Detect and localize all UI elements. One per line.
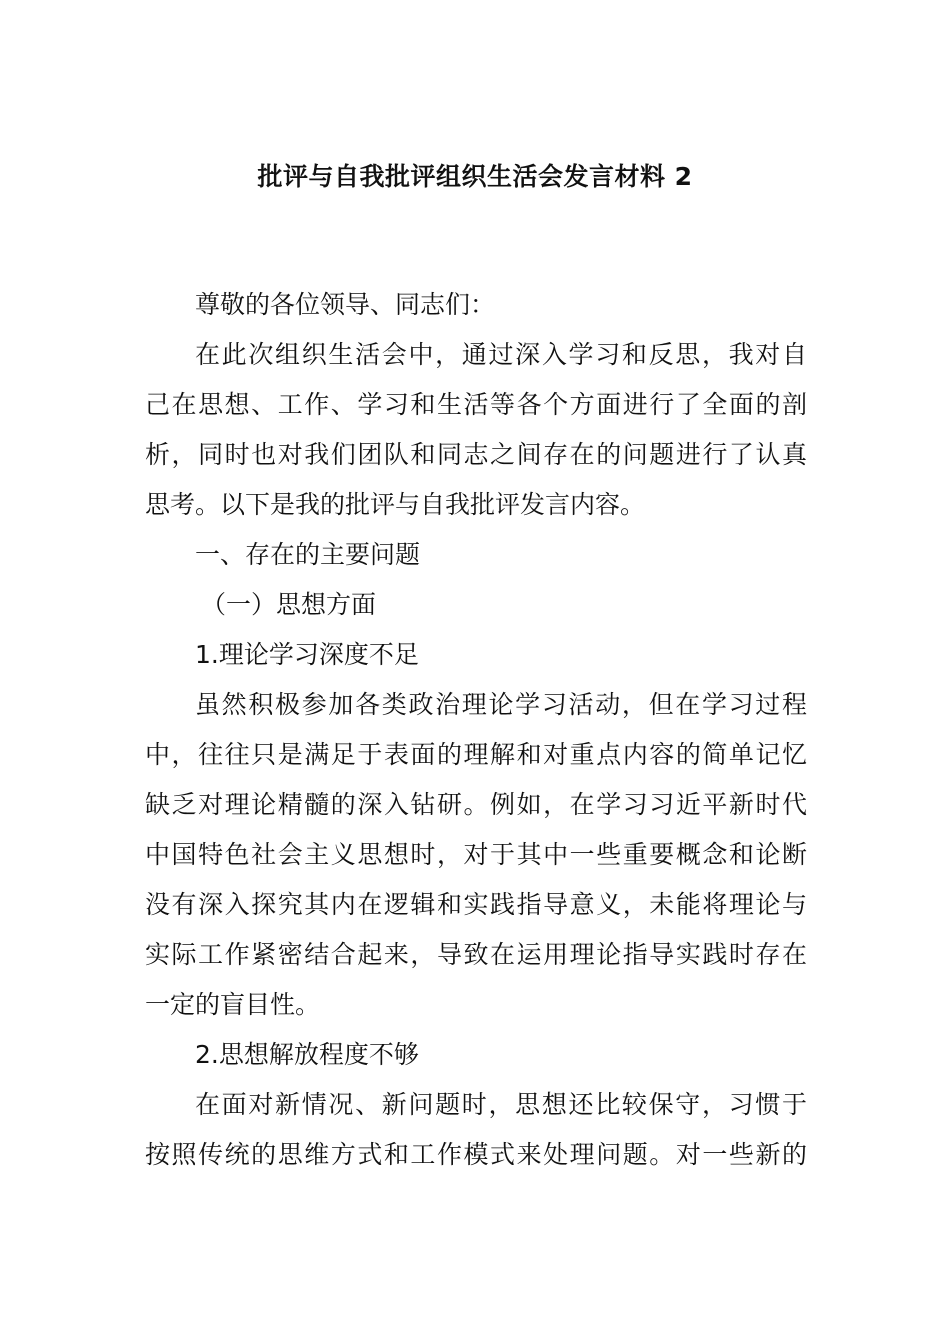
paragraph-line: 在面对新情况、新问题时，思想还比较保守，习惯于 — [195, 1090, 807, 1119]
paragraph-line: 在此次组织生活会中，通过深入学习和反思，我对自 — [195, 340, 807, 369]
paragraph-line: 没有深入探究其内在逻辑和实践指导意义，未能将理论与 — [145, 890, 807, 919]
item-heading: 1.理论学习深度不足 — [195, 640, 419, 669]
document-body — [145, 280, 807, 1180]
paragraph-line: 实际工作紧密结合起来，导致在运用理论指导实践时存在 — [145, 940, 807, 969]
paragraph-line: 己在思想、工作、学习和生活等各个方面进行了全面的剖 — [145, 390, 807, 419]
item-heading: 2.思想解放程度不够 — [195, 1040, 419, 1069]
salutation: 尊敬的各位领导、同志们： — [195, 290, 496, 319]
paragraph-line: 虽然积极参加各类政治理论学习活动，但在学习过程 — [195, 690, 807, 719]
paragraph-line: 中国特色社会主义思想时，对于其中一些重要概念和论断 — [145, 840, 807, 869]
paragraph-line: 思考。以下是我的批评与自我批评发言内容。 — [145, 490, 646, 519]
paragraph-line: 中，往往只是满足于表面的理解和对重点内容的简单记忆 — [145, 740, 807, 769]
paragraph-line: 一定的盲目性。 — [145, 990, 321, 1019]
paragraph-line: 缺乏对理论精髓的深入钻研。例如，在学习习近平新时代 — [145, 790, 807, 819]
subsection-heading: （一）思想方面 — [201, 590, 377, 619]
paragraph-line: 析，同时也对我们团队和同志之间存在的问题进行了认真 — [145, 440, 807, 469]
paragraph-line: 按照传统的思维方式和工作模式来处理问题。对一些新的 — [145, 1140, 807, 1169]
document-title: 批评与自我批评组织生活会发言材料 2 — [257, 162, 693, 191]
section-heading: 一、存在的主要问题 — [195, 540, 421, 569]
